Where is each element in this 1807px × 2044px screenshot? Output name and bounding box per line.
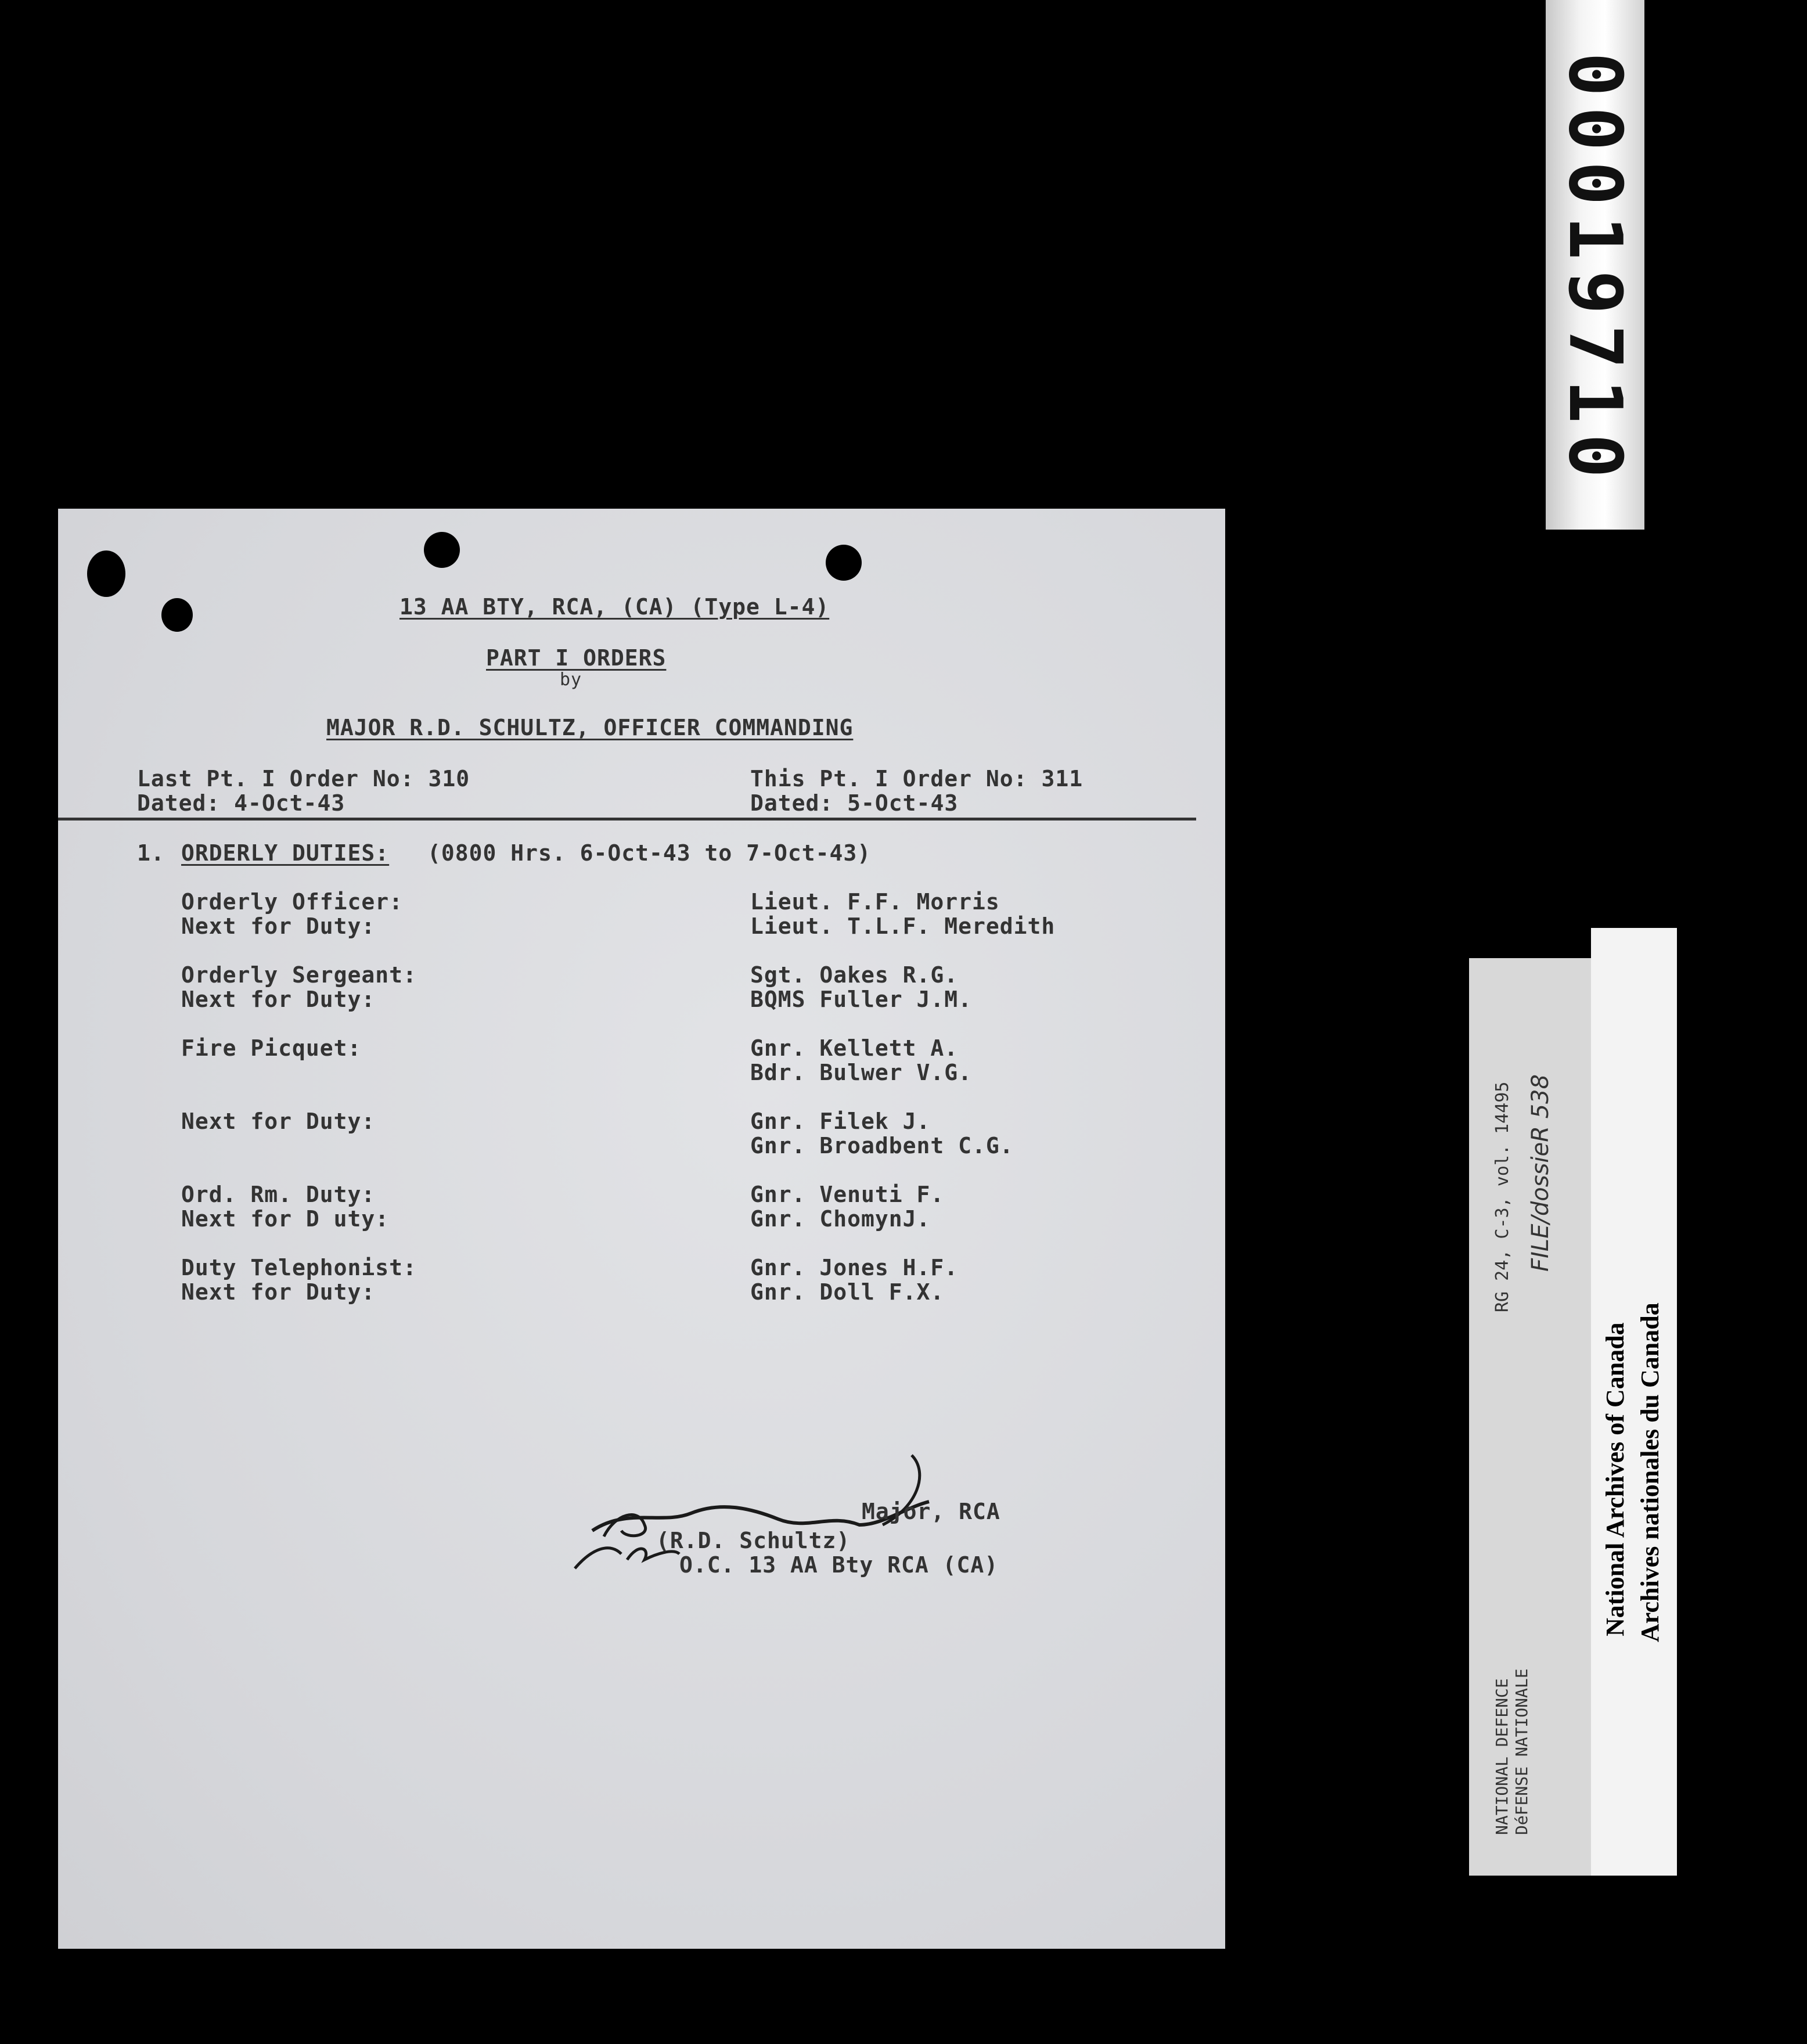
this-order-label: This Pt. I Order No:	[750, 766, 1028, 791]
duty-role: Fire Picquet:	[181, 1035, 362, 1061]
duty-name: Gnr. Venuti F.	[750, 1182, 945, 1207]
this-dated-value: 5-Oct-43	[847, 790, 959, 816]
duty-role: Next for Duty:	[181, 1109, 376, 1134]
archive-name-label	[1591, 928, 1677, 1876]
section-title: ORDERLY DUTIES:	[181, 840, 390, 866]
file-number: FILE/dossieR 538	[1527, 1074, 1554, 1272]
duty-name: Lieut. T.L.F. Meredith	[750, 913, 1056, 939]
last-dated-value: 4-Oct-43	[234, 790, 345, 816]
punch-hole	[87, 550, 125, 597]
archive-name-english: National Archives of Canada	[1601, 1322, 1629, 1636]
frame-number-wrap	[1546, 23, 1644, 517]
duty-name: Gnr. ChomynJ.	[750, 1206, 931, 1232]
duty-role: Orderly Officer:	[181, 889, 404, 915]
section-number: 1.	[137, 840, 165, 866]
this-order-line	[750, 768, 1083, 790]
duty-name: Gnr. Kellett A.	[750, 1035, 959, 1061]
duty-name: Lieut. F.F. Morris	[750, 889, 1000, 915]
by-line: by	[560, 670, 582, 690]
duty-role: Orderly Sergeant:	[181, 962, 417, 988]
duty-name: BQMS Fuller J.M.	[750, 987, 973, 1012]
duty-name: Gnr. Jones H.F.	[750, 1255, 959, 1280]
last-dated-label: Dated:	[137, 790, 221, 816]
document-sheet	[58, 509, 1225, 1949]
signatory-rank: Major, RCA	[862, 1499, 1000, 1524]
last-order-line	[137, 768, 470, 790]
duty-role: Next for Duty:	[181, 987, 376, 1012]
header-divider	[58, 818, 1196, 821]
this-order-number: 311	[1041, 766, 1084, 791]
signatory-unit: O.C. 13 AA Bty RCA (CA)	[679, 1552, 999, 1578]
archive-name-french: Archives nationales du Canada	[1636, 1302, 1664, 1642]
archive-reference: RG 24, C-3, vol. 14495	[1492, 1081, 1513, 1312]
signatory-name: (R.D. Schultz)	[656, 1528, 851, 1553]
punch-hole	[424, 532, 460, 568]
duty-role: Duty Telephonist:	[181, 1255, 417, 1280]
orders-title: PART I ORDERS	[486, 645, 667, 671]
department-french: DéFENSE NATIONALE	[1512, 1668, 1531, 1835]
duty-name: Gnr. Broadbent C.G.	[750, 1133, 1014, 1158]
section-period: (0800 Hrs. 6-Oct-43 to 7-Oct-43)	[427, 840, 872, 866]
duty-name: Bdr. Bulwer V.G.	[750, 1060, 973, 1085]
duty-name: Sgt. Oakes R.G.	[750, 962, 959, 988]
duty-name: Gnr. Doll F.X.	[750, 1279, 945, 1305]
duty-role: Ord. Rm. Duty:	[181, 1182, 376, 1207]
duty-role: Next for D uty:	[181, 1206, 390, 1232]
punch-hole	[161, 598, 193, 632]
duty-role: Next for Duty:	[181, 1279, 376, 1305]
department-english: NATIONAL DEFENCE	[1492, 1678, 1511, 1835]
last-order-number: 310	[428, 766, 470, 791]
this-dated-line	[750, 792, 958, 814]
this-dated-label: Dated:	[750, 790, 834, 816]
unit-heading: 13 AA BTY, RCA, (CA) (Type L-4)	[399, 594, 830, 620]
duty-role: Next for Duty:	[181, 913, 376, 939]
last-dated-line	[137, 792, 345, 814]
archive-reference-label	[1469, 958, 1591, 1876]
punch-hole	[826, 545, 862, 581]
last-order-label: Last Pt. I Order No:	[137, 766, 415, 791]
duty-name: Gnr. Filek J.	[750, 1109, 931, 1134]
commander-line: MAJOR R.D. SCHULTZ, OFFICER COMMANDING	[326, 715, 854, 740]
frame-number: 00019710	[1552, 52, 1638, 488]
